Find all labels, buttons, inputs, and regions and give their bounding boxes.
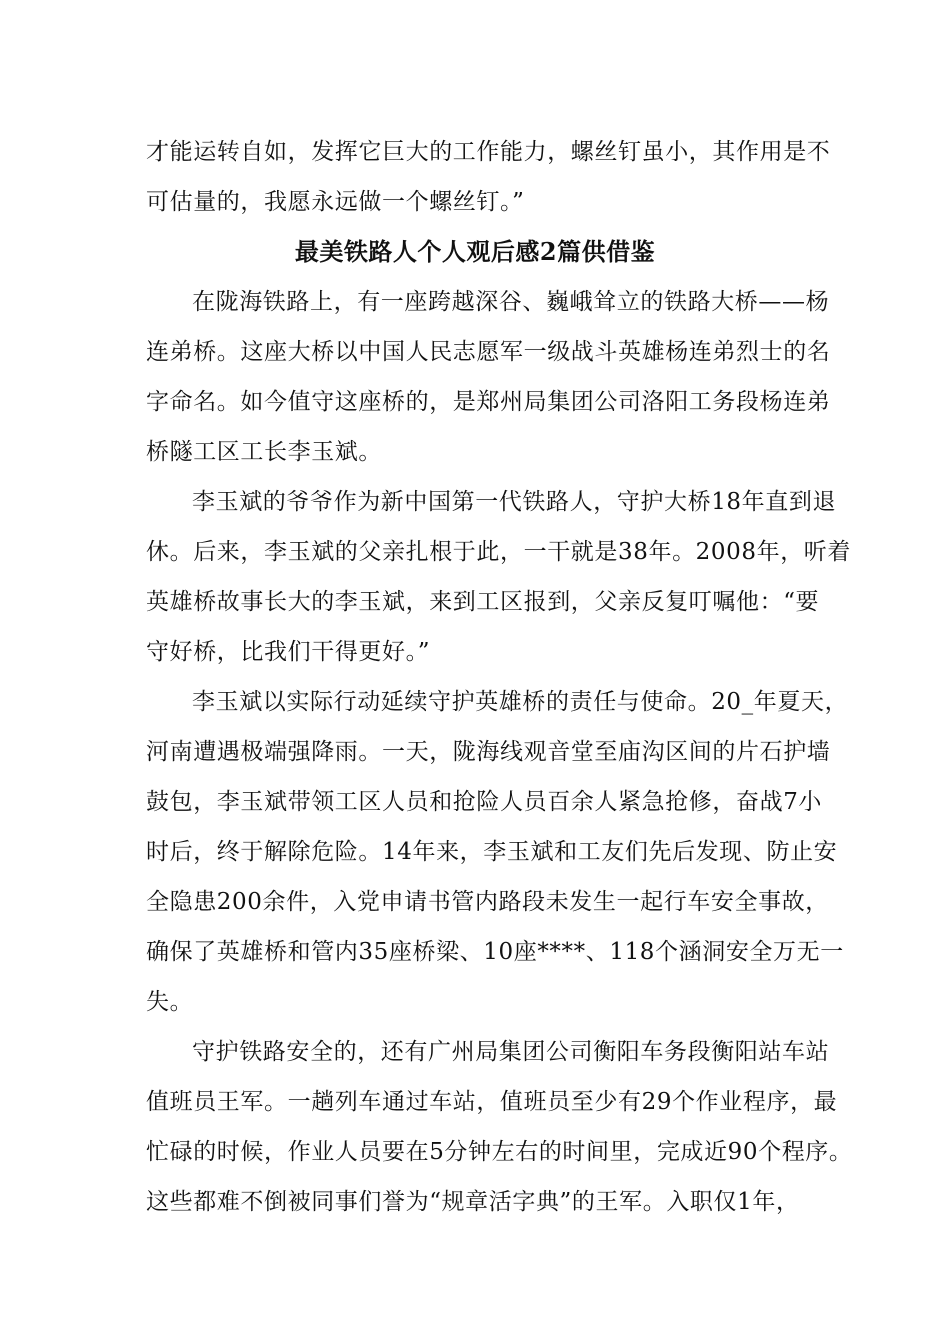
paragraph-first-line: 在陇海铁路上，有一座跨越深谷、巍峨耸立的铁路大桥——杨: [192, 289, 830, 315]
section-title: 最美铁路人个人观后感2篇供借鉴: [294, 237, 656, 266]
text-line: 失。: [146, 989, 194, 1015]
paragraph-first-line: 李玉斌以实际行动延续守护英雄桥的责任与使命。20_年夏天，: [192, 689, 849, 715]
text-line: 河南遭遇极端强降雨。一天，陇海线观音堂至庙沟区间的片石护墙: [146, 739, 831, 765]
text-line: 确保了英雄桥和管内35座桥梁、10座****、118个涵洞安全万无一: [146, 939, 844, 965]
text-line: 桥隧工区工长李玉斌。: [146, 439, 382, 465]
text-line: 这些都难不倒被同事们誉为“规章活字典”的王军。入职仅1年，: [146, 1189, 800, 1215]
text-line: 可估量的，我愿永远做一个螺丝钉。”: [146, 189, 525, 215]
text-line: 守好桥，比我们干得更好。”: [146, 639, 431, 665]
text-line: 才能运转自如，发挥它巨大的工作能力，螺丝钉虽小，其作用是不: [146, 139, 831, 165]
text-line: 忙碌的时候，作业人员要在5分钟左右的时间里，完成近90个程序。: [146, 1139, 853, 1165]
text-line: 字命名。如今值守这座桥的，是郑州局集团公司洛阳工务段杨连弟: [146, 389, 831, 415]
paragraph-first-line: 守护铁路安全的，还有广州局集团公司衡阳车务段衡阳站车站: [192, 1039, 830, 1065]
text-line: 休。后来，李玉斌的父亲扎根于此，一干就是38年。2008年，听着: [146, 539, 851, 565]
text-line: 连弟桥。这座大桥以中国人民志愿军一级战斗英雄杨连弟烈士的名: [146, 339, 831, 365]
text-line: 全隐患200余件，入党申请书管内路段未发生一起行车安全事故，: [146, 889, 829, 915]
text-line: 英雄桥故事长大的李玉斌，来到工区报到，父亲反复叮嘱他：“要: [146, 589, 820, 615]
text-line: 值班员王军。一趟列车通过车站，值班员至少有29个作业程序，最: [146, 1089, 838, 1115]
text-line: 鼓包，李玉斌带领工区人员和抢险人员百余人紧急抢修，奋战7小: [146, 789, 823, 815]
paragraph-first-line: 李玉斌的爷爷作为新中国第一代铁路人，守护大桥18年直到退: [192, 489, 837, 515]
text-line: 时后，终于解除危险。14年来，李玉斌和工友们先后发现、防止安: [146, 839, 838, 865]
